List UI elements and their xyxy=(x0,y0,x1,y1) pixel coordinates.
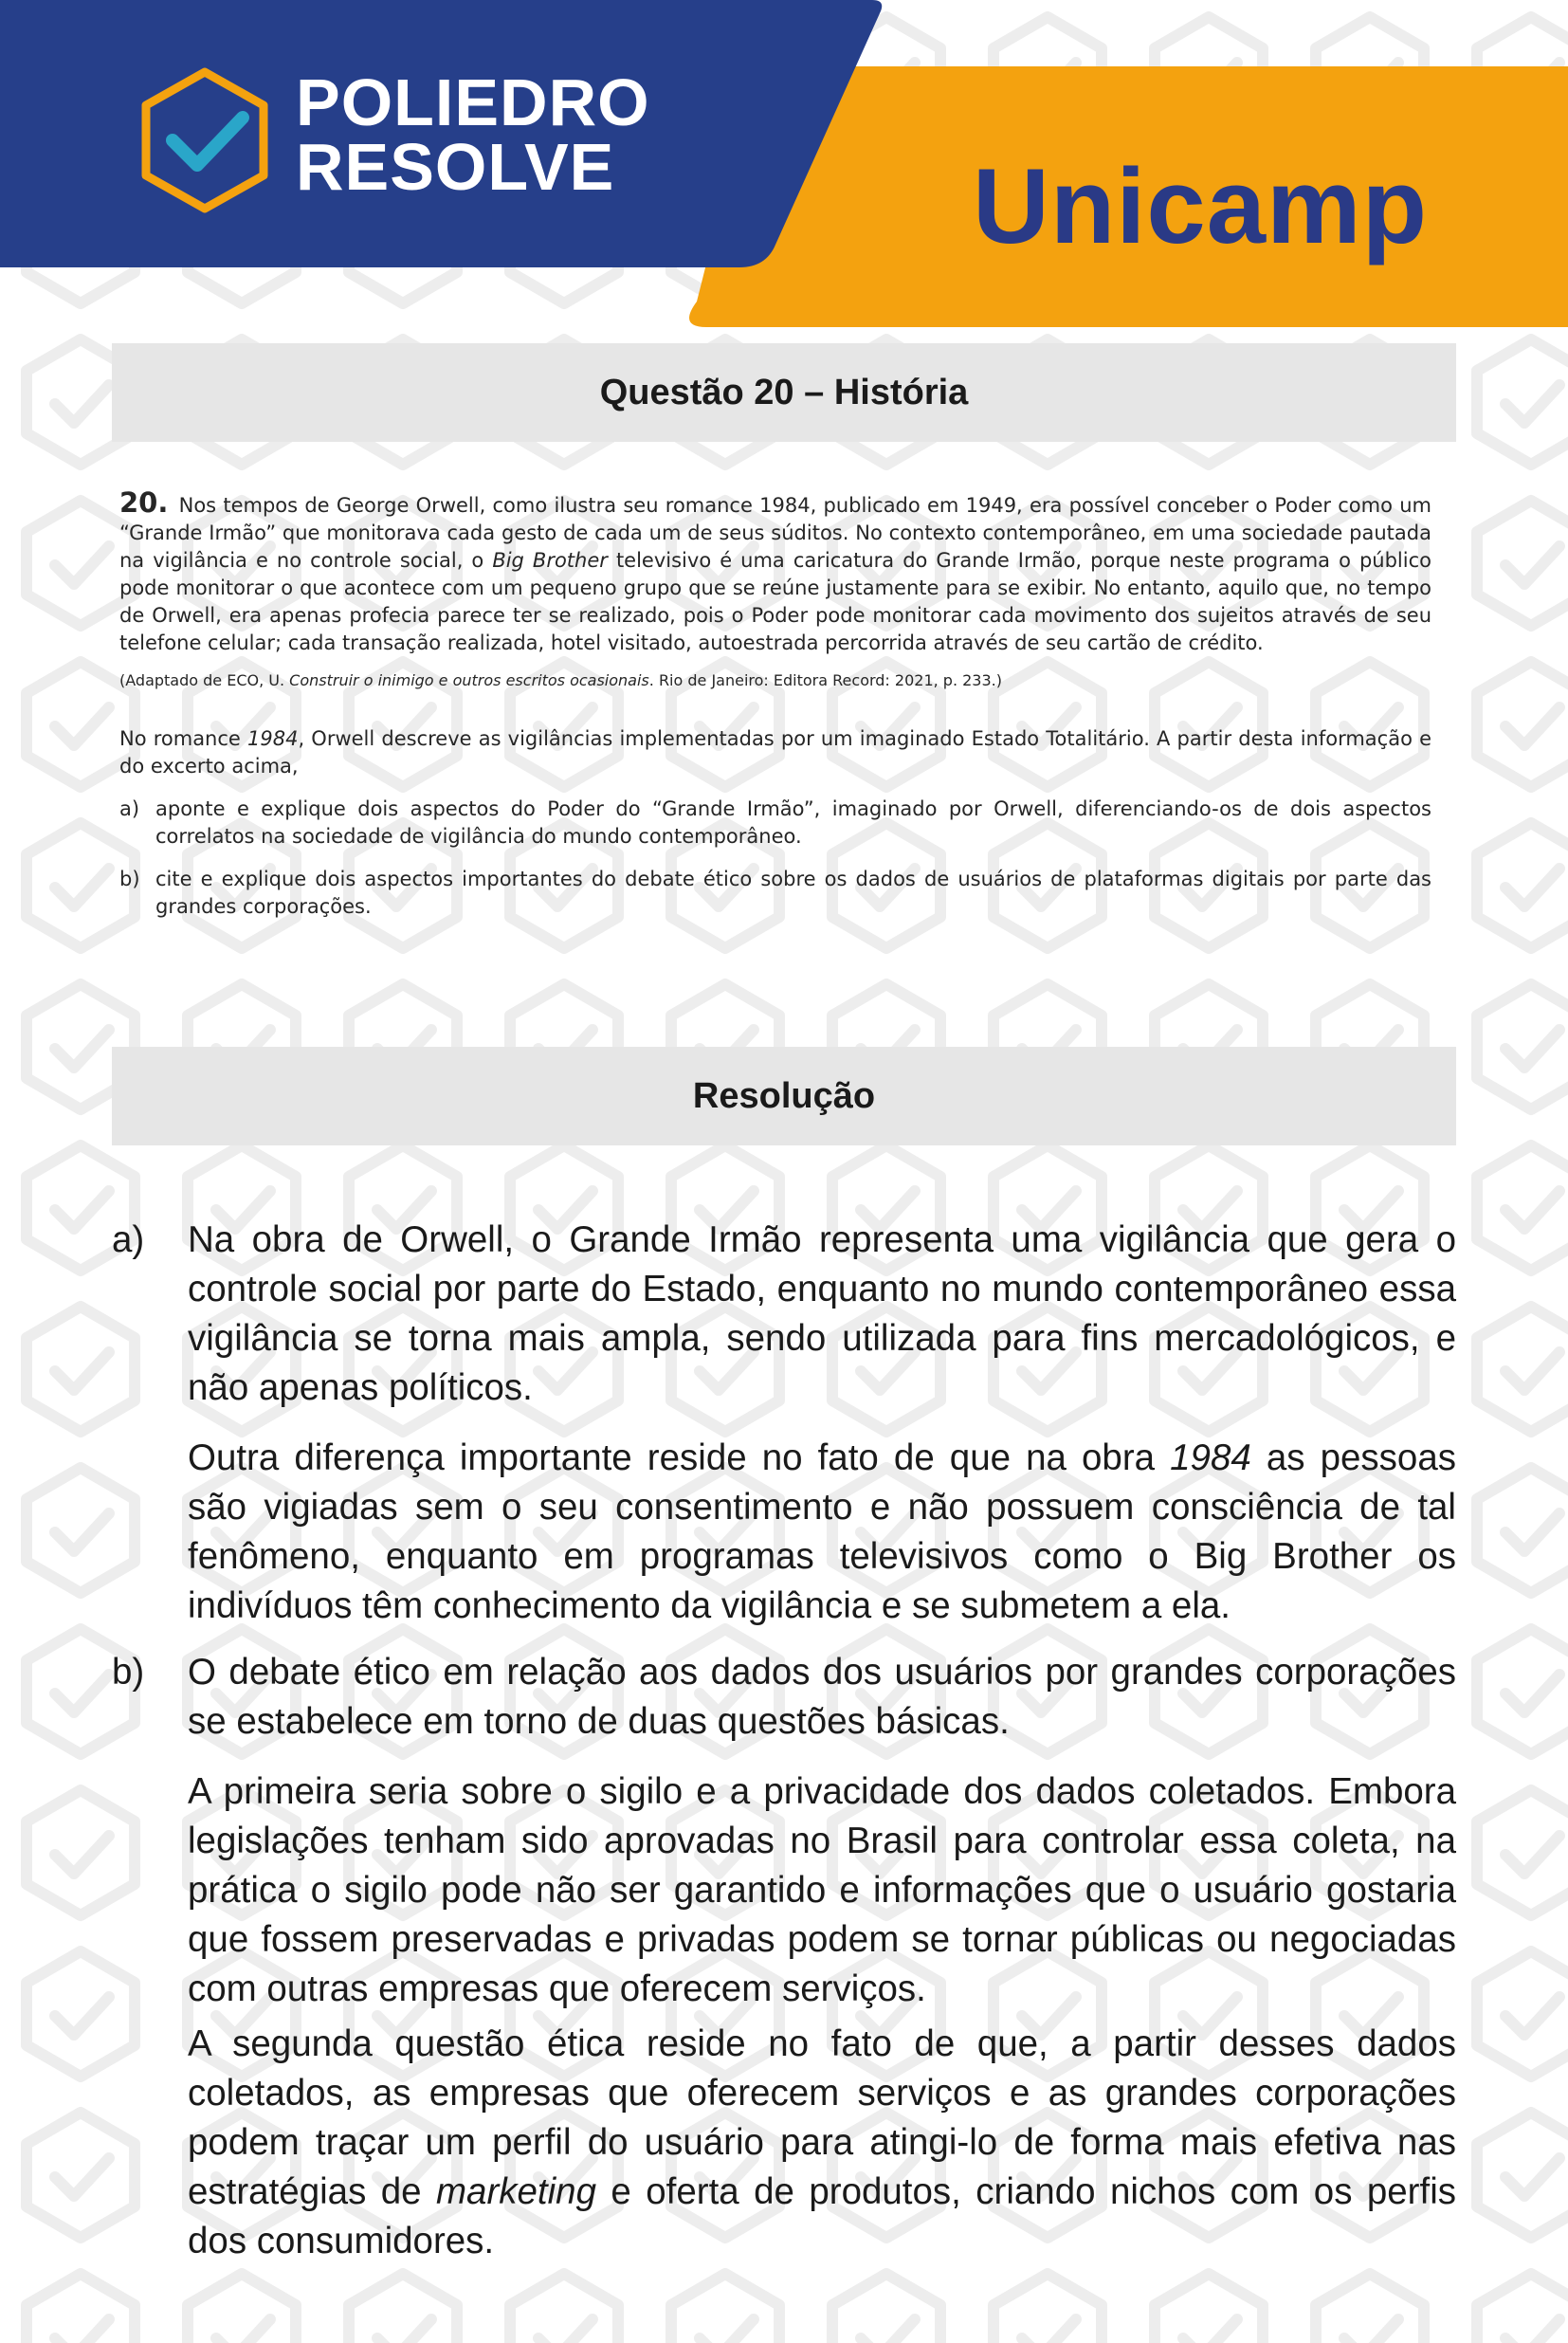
poliedro-check-logo-icon xyxy=(129,64,281,216)
prompt-pre: No romance xyxy=(119,727,247,750)
question-statement xyxy=(119,486,1432,921)
prompt-italic: 1984 xyxy=(247,727,299,750)
resolution-item-letter: b) xyxy=(112,1652,145,1693)
resolution-title: Resolução xyxy=(692,1076,876,1116)
resolution-item-b xyxy=(112,1648,1456,2266)
question-item-letter: a) xyxy=(119,797,140,820)
resolution-b-p3-pre: A segunda questão ética reside no fato de que, a partir desses dados coletados, as empresas que oferecem serviços e as grandes corporações podem traçar um perfil do usuário para atingi-lo de forma mais efetiva nas estratégias de xyxy=(188,2023,1456,2212)
question-title: Questão 20 – História xyxy=(599,373,969,412)
question-item-a xyxy=(119,796,1431,851)
question-source xyxy=(119,670,1431,691)
brand-line-2: RESOLVE xyxy=(296,130,615,204)
resolution-a-p2-pre: Outra diferença importante reside no fato de que na obra xyxy=(188,1437,1171,1478)
resolution-item-letter: a) xyxy=(112,1219,145,1260)
resolution-b-p3-italic: marketing xyxy=(435,2171,597,2212)
resolution-a-p2-italic: 1984 xyxy=(1170,1437,1251,1478)
question-item-b xyxy=(119,866,1431,921)
question-number: 20. xyxy=(119,486,169,519)
resolution-item-body xyxy=(188,1216,1456,1631)
resolution-b-paragraph-3 xyxy=(188,2020,1456,2266)
question-prompt xyxy=(119,725,1431,780)
brand-line-1: POLIEDRO xyxy=(296,65,650,139)
brand-wordmark xyxy=(296,65,650,204)
source-post: . Rio de Janeiro: Editora Record: 2021, p. 233.) xyxy=(648,671,1002,689)
question-item-letter: b) xyxy=(119,868,140,890)
question-paragraph xyxy=(119,486,1431,657)
question-item-text: aponte e explique dois aspectos do Poder do “Grande Irmão”, imaginado por Orwell, diferenciando-os de dois aspectos correlatos na sociedade de vigilância do mundo contemporâneo. xyxy=(155,797,1431,848)
resolution-item-body xyxy=(188,1648,1456,2266)
resolution-a-paragraph-1: Na obra de Orwell, o Grande Irmão representa uma vigilância que gera o controle social por parte do Estado, enquanto no mundo contemporâneo essa vigilância se torna mais ampla, sendo utilizada para fins mercadológicos, e não apenas políticos. xyxy=(188,1219,1456,1408)
resolution-b-paragraph-1: O debate ético em relação aos dados dos usuários por grandes corporações se estabelece em torno de duas questões básicas. xyxy=(188,1652,1456,1742)
resolution-b-p3-post: e oferta de produtos, criando nichos com os perfis dos consumidores. xyxy=(188,2171,1456,2261)
question-intro: Nos tempos de George Orwell, como ilustra seu romance 1984, publicado em 1949, era possível conceber o Poder como um “Grande Irmão” que monitorava cada gesto de cada um de seus súditos. No contexto contemporâneo, em uma sociedade pautada na vigilância e no controle social, o xyxy=(119,494,1431,572)
resolution-b-paragraph-2: A primeira seria sobre o sigilo e a privacidade dos dados coletados. Embora legislações tenham sido aprovadas no Brasil para controlar essa coleta, na prática o sigilo pode não ser garantido e informações que o usuário gostaria que fossem preservadas e privadas podem se tornar públicas ou negociadas com outras empresas que oferecem serviços. xyxy=(188,1771,1456,2009)
resolution-title-bar xyxy=(112,1047,1456,1145)
resolution-a-paragraph-2 xyxy=(188,1434,1456,1631)
question-title-bar xyxy=(112,343,1456,442)
question-item-text: cite e explique dois aspectos importantes do debate ético sobre os dados de usuários de plataformas digitais por parte das grandes corporações. xyxy=(155,868,1431,918)
prompt-post: , Orwell descreve as vigilâncias implementadas por um imaginado Estado Totalitário. A partir desta informação e do excerto acima, xyxy=(119,727,1432,778)
question-intro-rest: televisivo é uma caricatura do Grande Irmão, porque neste programa o público pode monitorar o que acontece com um pequeno grupo que se reúne justamente para se exibir. No entanto, aquilo que, no tempo de Orwell, era apenas profecia parece ter se realizado, pois o Poder pode monitorar cada movimento dos sujeitos através de seu telefone celular; cada transação realizada, hotel visitado, autoestrada percorrida através de seu cartão de crédito. xyxy=(119,549,1431,654)
resolution-content xyxy=(112,1216,1456,2266)
question-intro-italic: Big Brother xyxy=(492,549,608,572)
resolution-item-a xyxy=(112,1216,1456,1631)
exam-name: Unicamp xyxy=(973,147,1428,265)
source-pre: (Adaptado de ECO, U. xyxy=(119,671,290,689)
source-title: Construir o inimigo e outros escritos ocasionais xyxy=(289,671,649,689)
resolution-a-p2-post: as pessoas são vigiadas sem o seu consentimento e não possuem consciência de tal fenômeno, enquanto em programas televisivos como o Big Brother os indivíduos têm conhecimento da vigilância e se submetem a ela. xyxy=(188,1437,1457,1626)
